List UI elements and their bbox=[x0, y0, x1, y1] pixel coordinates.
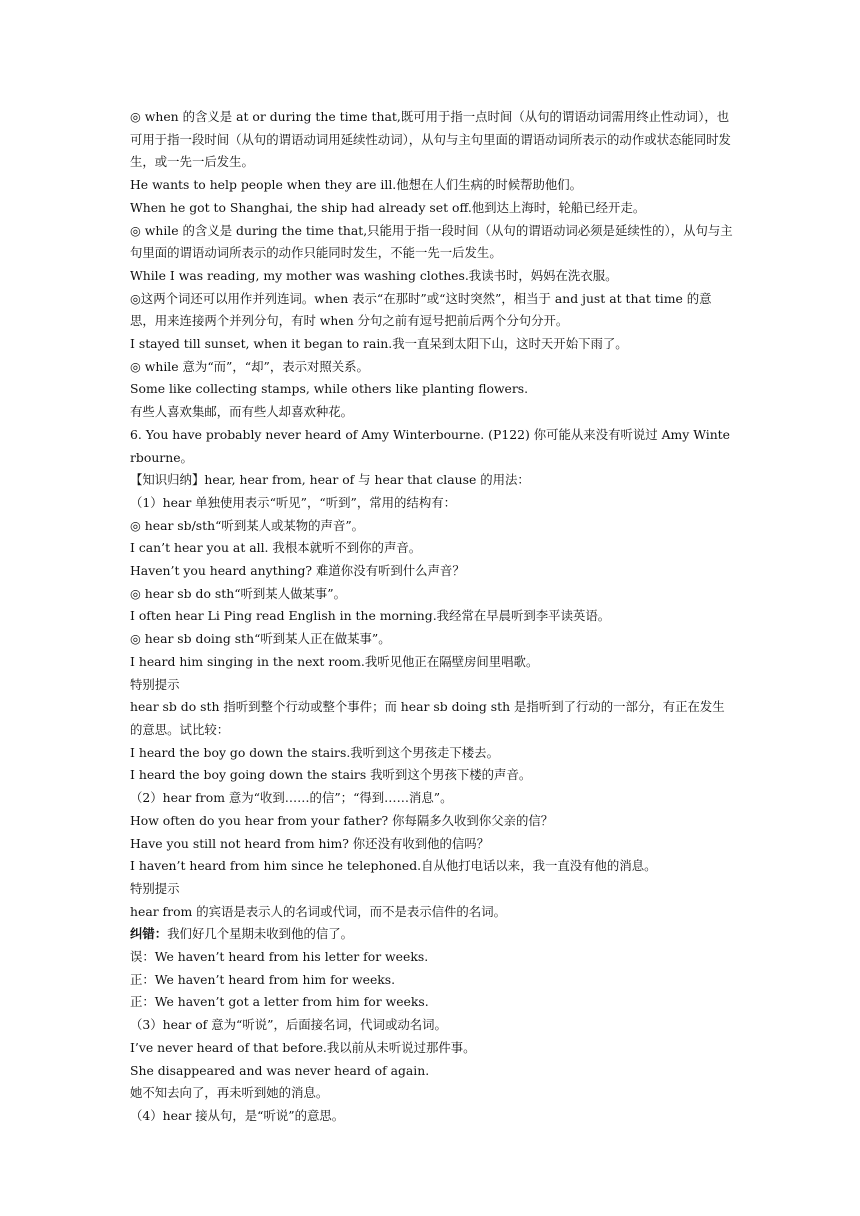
text-line: Haven’t you heard anything? 难道你没有听到什么声音？ bbox=[130, 563, 465, 579]
text-line: 她不知去向了，再未听到她的消息。 bbox=[130, 1085, 329, 1101]
text-line: 误：We haven’t heard from his letter for weeks. bbox=[130, 949, 429, 965]
text-line: （4）hear 接从句，是“听说”的意思。 bbox=[130, 1107, 345, 1123]
text-line: I haven’t heard from him since he telephoned.自从他打电话以来，我一直没有他的消息。 bbox=[130, 858, 657, 874]
text-line: 6. You have probably never heard of Amy Winterbourne. (P122) 你可能从来没有听说过 Amy Winterbourne。 bbox=[130, 426, 730, 465]
text-line: I heard the boy go down the stairs.我听到这个男孩走下楼去。 bbox=[130, 744, 499, 760]
correction-line bbox=[130, 923, 734, 946]
text-line: ◎这两个词还可以用作并列连词。when 表示“在那时”或“这时突然”，相当于 and just at that time 的意思，用来连接两个并列分句，有时 when 分句之前有逗号把前后两个分句分开。 bbox=[130, 290, 712, 329]
text-line: 正：We haven’t got a letter from him for weeks. bbox=[130, 994, 429, 1010]
text-line: I often hear Li Ping read English in the morning.我经常在早晨听到李平读英语。 bbox=[130, 608, 611, 624]
text-line: He wants to help people when they are ill.他想在人们生病的时候帮助他们。 bbox=[130, 177, 583, 193]
text-line: Some like collecting stamps, while others like planting flowers. bbox=[130, 381, 529, 397]
text-line: 特别提示 bbox=[130, 676, 180, 692]
text-line: 【知识归纳】hear, hear from, hear of 与 hear that clause 的用法： bbox=[130, 472, 530, 488]
text-line: 特别提示 bbox=[130, 880, 180, 896]
correction-label: 纠错： bbox=[130, 926, 168, 942]
text-line: She disappeared and was never heard of again. bbox=[130, 1062, 430, 1078]
text-line: ◎ while 意为“而”，“却”，表示对照关系。 bbox=[130, 358, 369, 374]
text-line: Have you still not heard from him? 你还没有收到他的信吗？ bbox=[130, 835, 490, 851]
text-line: hear sb do sth 指听到整个行动或整个事件；而 hear sb doing sth 是指听到了行动的一部分，有正在发生的意思。试比较： bbox=[130, 699, 725, 737]
text-line: I can’t hear you at all. 我根本就听不到你的声音。 bbox=[130, 540, 422, 556]
text-line: ◎ hear sb do sth“听到某人做某事”。 bbox=[130, 585, 346, 601]
text-line: How often do you hear from your father? 你每隔多久收到你父亲的信？ bbox=[130, 812, 554, 828]
text-line: ◎ hear sb doing sth“听到某人正在做某事”。 bbox=[130, 631, 391, 647]
text-line: While I was reading, my mother was washing clothes.我读书时，妈妈在洗衣服。 bbox=[130, 267, 618, 283]
text-line: 有些人喜欢集邮，而有些人却喜欢种花。 bbox=[130, 404, 354, 420]
text-line: ◎ while 的含义是 during the time that,只能用于指一段时间（从句的谓语动词必须是延续性的），从句与主句里面的谓语动词所表示的动作只能同时发生，不能一先一后发生。 bbox=[130, 222, 733, 261]
text-line: hear from 的宾语是表示人的名词或代词，而不是表示信件的名词。 bbox=[130, 903, 506, 919]
text-line: （1）hear 单独使用表示“听见”，“听到”，常用的结构有： bbox=[130, 494, 456, 510]
text-line: I heard him singing in the next room.我听见他正在隔壁房间里唱歌。 bbox=[130, 653, 539, 669]
correction-text: 我们好几个星期未收到他的信了。 bbox=[167, 926, 354, 942]
text-line: I heard the boy going down the stairs 我听到这个男孩下楼的声音。 bbox=[130, 767, 532, 783]
text-line: When he got to Shanghai, the ship had already set off.他到达上海时，轮船已经开走。 bbox=[130, 199, 646, 215]
text-line: （2）hear from 意为“收到……的信”；“得到……消息”。 bbox=[130, 790, 453, 806]
text-line: （3）hear of 意为“听说”，后面接名词，代词或动名词。 bbox=[130, 1017, 447, 1033]
text-line: 正：We haven’t heard from him for weeks. bbox=[130, 971, 396, 987]
text-line: ◎ hear sb/sth“听到某人或某物的声音”。 bbox=[130, 517, 365, 533]
text-line: I’ve never heard of that before.我以前从未听说过那件事。 bbox=[130, 1039, 476, 1055]
document-page bbox=[130, 106, 734, 1128]
text-line: I stayed till sunset, when it began to rain.我一直呆到太阳下山，这时天开始下雨了。 bbox=[130, 336, 628, 352]
text-line: ◎ when 的含义是 at or during the time that,既可用于指一点时间（从句的谓语动词需用终止性动词），也可用于指一段时间（从句的谓语动词用延续性动词），从句与主句里面的谓语动词所表示的动作或状态能同时发生，或一先一后发生。 bbox=[130, 109, 731, 170]
